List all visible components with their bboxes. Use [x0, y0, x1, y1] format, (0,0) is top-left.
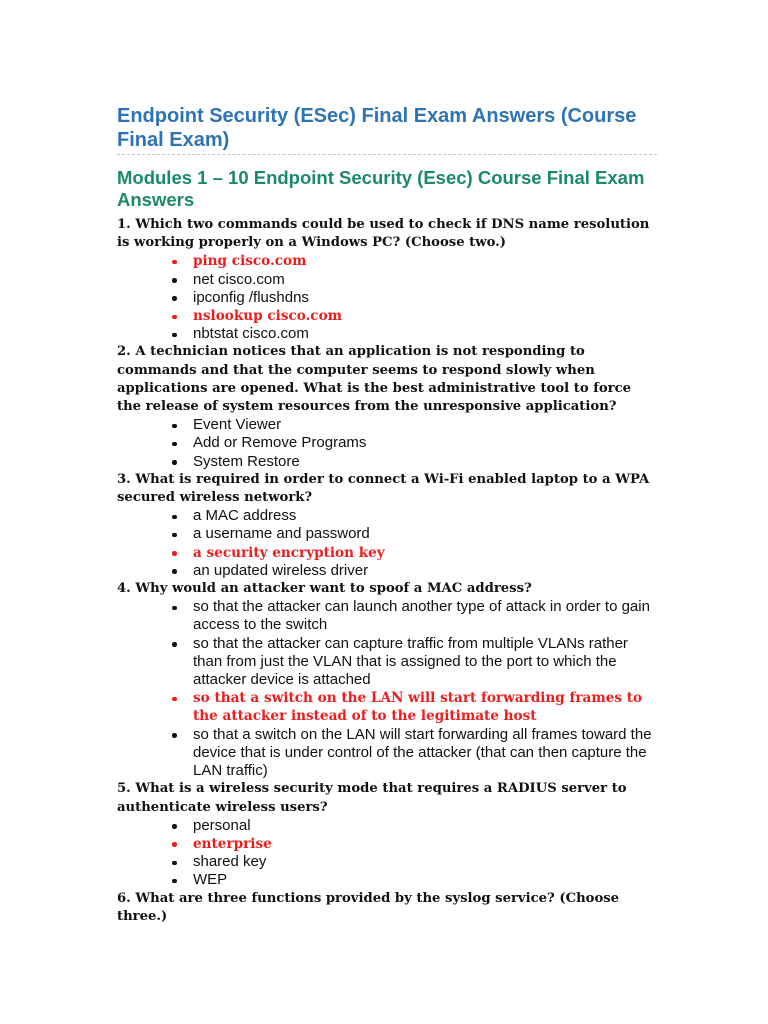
option: so that the attacker can launch another type of attack in order to gain access to the switch — [193, 598, 657, 634]
question-text: 6. What are three functions provided by the syslog service? (Choose three.) — [117, 890, 620, 924]
option-list — [117, 507, 657, 580]
option-list — [117, 416, 657, 471]
option: a username and password — [193, 525, 657, 543]
option: shared key — [193, 853, 657, 871]
option: Event Viewer — [193, 416, 657, 434]
option: so that a switch on the LAN will start forwarding all frames toward the device that is under control of the attacker (that can then capture the LAN traffic) — [193, 726, 657, 781]
question-1 — [117, 216, 657, 343]
option-correct: so that a switch on the LAN will start forwarding frames to the attacker instead of to the legitimate host — [193, 689, 657, 725]
question-6 — [117, 890, 657, 926]
option-list — [117, 252, 657, 343]
option: Add or Remove Programs — [193, 434, 657, 452]
option: nbtstat cisco.com — [193, 325, 657, 343]
option: WEP — [193, 871, 657, 889]
document-page — [117, 104, 657, 926]
option: so that the attacker can capture traffic from multiple VLANs rather than from just the VLAN that is assigned to the port to which the attacker device is attached — [193, 635, 657, 690]
question-text: 3. What is required in order to connect a Wi-Fi enabled laptop to a WPA secured wireless network? — [117, 471, 650, 506]
option: System Restore — [193, 453, 657, 471]
option: net cisco.com — [193, 271, 657, 289]
option-correct: a security encryption key — [193, 544, 657, 562]
option: ipconfig /flushdns — [193, 289, 657, 307]
question-text: 4. Why would an attacker want to spoof a MAC address? — [117, 581, 532, 597]
option: a MAC address — [193, 507, 657, 525]
question-text: 1. Which two commands could be used to check if DNS name resolution is working properly on a Windows PC? (Choose two.) — [117, 217, 650, 251]
question-text: 5. What is a wireless security mode that requires a RADIUS server to authenticate wireless users? — [117, 781, 627, 815]
section-heading: Modules 1 – 10 Endpoint Security (Esec) Course Final Exam Answers — [117, 167, 645, 210]
option: an updated wireless driver — [193, 562, 657, 580]
page-title: Endpoint Security (ESec) Final Exam Answers (Course Final Exam) — [117, 104, 657, 155]
option-list — [117, 598, 657, 780]
option: personal — [193, 817, 657, 835]
question-3 — [117, 471, 657, 580]
question-2 — [117, 343, 657, 470]
option-correct: enterprise — [193, 835, 657, 853]
question-text: 2. A technician notices that an application is not responding to commands and that the computer seems to respond slowly when applications are opened. What is the best administrative tool to force the release of system resources from the unresponsive application? — [117, 344, 632, 415]
question-4 — [117, 580, 657, 780]
option-correct: nslookup cisco.com — [193, 307, 657, 325]
question-5 — [117, 780, 657, 889]
option-list — [117, 817, 657, 890]
option-correct: ping cisco.com — [193, 252, 657, 270]
